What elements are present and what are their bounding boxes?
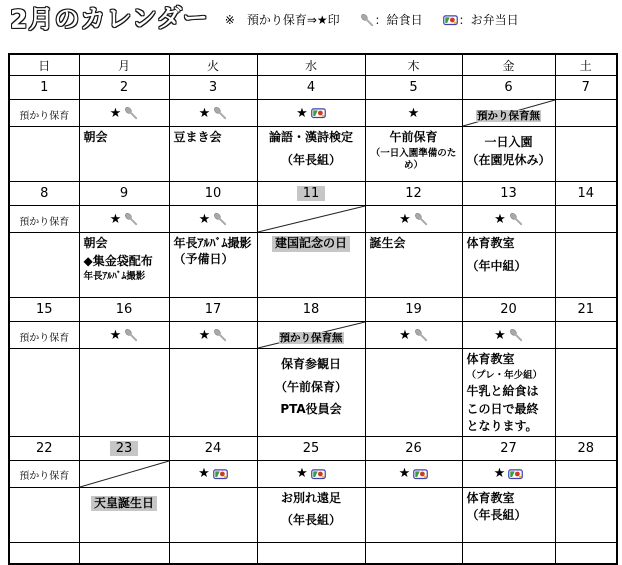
event-text: 年長ｱﾙﾊﾞﾑ撮影: [83, 271, 146, 283]
event-cell: [462, 233, 555, 298]
event-text: 体育教室: [466, 236, 515, 250]
care-row-label-cell: [9, 460, 79, 487]
care-cell: [555, 322, 617, 349]
event-text: となります。: [466, 419, 538, 434]
date-cell: 27: [462, 436, 555, 460]
event-text: 朝会: [83, 236, 108, 250]
event-cell: [555, 487, 617, 542]
event-cell: [555, 349, 617, 437]
star-mark: ★: [407, 105, 420, 121]
care-row-week1: [9, 100, 617, 127]
event-text: 誕生会: [369, 236, 406, 250]
event-cell: [9, 349, 79, 437]
legend-note: ※ 預かり保育⇒★印: [224, 13, 340, 27]
event-cell: [555, 233, 617, 298]
legend: [225, 11, 519, 34]
date-cell: 13: [462, 182, 555, 206]
event-text: 一日入園: [484, 135, 533, 149]
care-cell: [79, 100, 169, 127]
event-cell: [365, 487, 462, 542]
event-text: ◆集金袋配布: [83, 253, 153, 268]
star-mark: ★: [109, 327, 122, 343]
event-text: （年長組）: [280, 513, 341, 528]
care-row-label: 預かり保育: [19, 110, 70, 122]
date-cell: 3: [169, 76, 257, 100]
date-row-week2: [9, 182, 617, 206]
event-text: 体育教室: [466, 490, 515, 505]
event-text: 朝会: [83, 130, 108, 144]
spoon-icon: [213, 328, 227, 342]
bento-icon: [508, 468, 523, 480]
spoon-icon: [213, 106, 227, 120]
care-cell-no-care: [257, 206, 365, 233]
care-cell: [555, 460, 617, 487]
weekday-fri: 金: [462, 54, 555, 76]
star-mark: ★: [399, 327, 411, 343]
bento-icon: [443, 14, 458, 26]
event-cell: [169, 349, 257, 437]
care-cell: [462, 322, 555, 349]
holiday-date: 11: [297, 186, 326, 201]
event-text: （年長組）: [280, 152, 341, 167]
holiday-name: 建国記念の日: [272, 236, 350, 252]
care-row-week2: [9, 206, 617, 233]
star-mark: ★: [109, 211, 122, 227]
spoon-icon: [509, 212, 523, 226]
event-text: この日で最終: [466, 401, 539, 416]
date-cell: 17: [169, 298, 257, 322]
no-care-text: 預かり保育無: [477, 109, 540, 122]
star-mark: ★: [494, 211, 506, 227]
event-text: （午前保育）: [274, 379, 347, 394]
date-cell-highlighted: [257, 182, 365, 206]
care-cell: [365, 460, 462, 487]
care-cell: [365, 322, 462, 349]
event-cell: [169, 233, 257, 298]
event-text: （在園児休み）: [466, 152, 551, 167]
event-cell: [9, 487, 79, 542]
star-mark: ★: [109, 105, 122, 121]
care-cell: [365, 206, 462, 233]
weekday-header-row: [9, 54, 617, 76]
care-cell: [169, 460, 257, 487]
event-text: （一日入園準備のため）: [370, 147, 457, 171]
event-text: お別れ遠足: [280, 490, 341, 505]
care-cell: [462, 460, 555, 487]
date-cell: 15: [9, 298, 79, 322]
date-cell: 2: [79, 76, 169, 100]
care-cell: [169, 100, 257, 127]
event-text: 午前保育: [389, 130, 438, 144]
date-cell: 5: [365, 76, 462, 100]
event-row-week4: [9, 487, 617, 542]
event-text: （年中組）: [466, 258, 527, 273]
date-row-week4: [9, 436, 617, 460]
event-cell: [9, 127, 79, 182]
care-cell: [462, 206, 555, 233]
event-text: PTA役員会: [280, 402, 342, 417]
date-cell: 28: [555, 436, 617, 460]
date-cell: 19: [365, 298, 462, 322]
date-cell: 10: [169, 182, 257, 206]
event-cell: [79, 487, 169, 542]
page-title: 2月のカレンダー: [9, 3, 209, 34]
star-mark: ★: [198, 211, 211, 227]
date-cell: 4: [257, 76, 365, 100]
event-text: [258, 235, 365, 253]
star-mark: ★: [399, 211, 411, 227]
star-mark: ★: [398, 466, 411, 482]
care-row-label: 預かり保育: [19, 216, 70, 228]
bento-icon: [413, 468, 428, 480]
care-cell: [169, 322, 257, 349]
diagonal-strike: [258, 206, 365, 232]
date-cell: 20: [462, 298, 555, 322]
star-mark: ★: [296, 466, 308, 482]
date-cell-highlighted: [79, 436, 169, 460]
clipped-row: [9, 542, 617, 564]
date-cell: 14: [555, 182, 617, 206]
date-row-week1: [9, 76, 617, 100]
care-cell-no-care: [79, 460, 169, 487]
care-cell: [257, 460, 365, 487]
event-text: 牛乳と給食は: [466, 383, 539, 398]
spoon-icon: [360, 13, 374, 27]
date-cell: 22: [9, 436, 79, 460]
bento-icon: [213, 468, 228, 480]
event-text: （年長組）: [466, 508, 527, 523]
event-cell: [169, 487, 257, 542]
weekday-thu: 木: [365, 54, 462, 76]
event-row-week1: [9, 127, 617, 182]
legend-bento-label: ：お弁当日: [458, 13, 519, 27]
header-bar: [10, 4, 519, 34]
event-cell: [257, 127, 365, 182]
event-cell: [462, 349, 555, 437]
event-cell: [462, 127, 555, 182]
spoon-icon: [213, 212, 227, 226]
weekday-tue: 火: [169, 54, 257, 76]
star-mark: ★: [198, 466, 210, 482]
star-mark: ★: [493, 466, 506, 482]
care-row-week3: [9, 322, 617, 349]
care-cell-no-care: [462, 100, 555, 127]
holiday-date: 23: [110, 441, 139, 456]
date-cell: 26: [365, 436, 462, 460]
event-text: 年長ｱﾙﾊﾞﾑ撮影（予備日）: [173, 236, 252, 266]
star-mark: ★: [198, 327, 211, 343]
calendar-table: [8, 53, 618, 565]
event-text: 体育教室: [466, 352, 515, 366]
date-cell: 1: [9, 76, 79, 100]
spoon-icon: [124, 212, 138, 226]
care-row-label-cell: [9, 100, 79, 127]
event-cell: [365, 233, 462, 298]
date-cell: 24: [169, 436, 257, 460]
date-cell: 7: [555, 76, 617, 100]
legend-lunch-label: ：給食日: [374, 13, 423, 27]
event-cell: [257, 233, 365, 298]
event-text: [80, 495, 169, 513]
care-row-label: 預かり保育: [19, 332, 70, 344]
care-cell: [257, 100, 365, 127]
star-mark: ★: [494, 327, 506, 343]
care-row-label: 預かり保育: [19, 471, 70, 483]
event-cell: [169, 127, 257, 182]
holiday-name: 天皇誕生日: [91, 496, 157, 512]
care-cell: [365, 100, 462, 127]
event-text: 論語・漢詩検定: [268, 130, 353, 144]
date-cell: 8: [9, 182, 79, 206]
event-row-week3: [9, 349, 617, 437]
spoon-icon: [124, 106, 138, 120]
event-text: 豆まき会: [173, 130, 222, 144]
event-cell: [257, 349, 365, 437]
event-cell: [555, 127, 617, 182]
date-cell: 16: [79, 298, 169, 322]
date-cell: 12: [365, 182, 462, 206]
weekday-wed: 水: [257, 54, 365, 76]
care-cell: [79, 322, 169, 349]
date-cell: 9: [79, 182, 169, 206]
event-cell: [462, 487, 555, 542]
event-cell: [79, 127, 169, 182]
date-cell: 18: [257, 298, 365, 322]
spoon-icon: [509, 328, 523, 342]
event-cell: [365, 127, 462, 182]
event-cell: [79, 349, 169, 437]
event-text: （プレ・年少組）: [466, 369, 543, 381]
event-cell: [365, 349, 462, 437]
diagonal-strike: [80, 461, 169, 487]
care-cell: [79, 206, 169, 233]
date-cell: 21: [555, 298, 617, 322]
weekday-sun: 日: [9, 54, 79, 76]
legend-bento: [443, 11, 519, 28]
care-cell: [169, 206, 257, 233]
event-cell: [9, 233, 79, 298]
star-mark: ★: [296, 105, 308, 121]
legend-lunch: [360, 11, 423, 28]
weekday-sat: 土: [555, 54, 617, 76]
care-cell: [555, 206, 617, 233]
care-row-week4: [9, 460, 617, 487]
event-row-week2: [9, 233, 617, 298]
no-care-text: 預かり保育無: [279, 331, 343, 344]
spoon-icon: [124, 328, 138, 342]
star-mark: ★: [198, 105, 211, 121]
spoon-icon: [414, 328, 428, 342]
date-row-week3: [9, 298, 617, 322]
date-cell: 6: [462, 76, 555, 100]
event-text: 保育参観日: [280, 357, 341, 371]
care-cell-no-care: [257, 322, 365, 349]
weekday-mon: 月: [79, 54, 169, 76]
care-row-label-cell: [9, 322, 79, 349]
date-cell: 25: [257, 436, 365, 460]
care-row-label-cell: [9, 206, 79, 233]
event-cell: [79, 233, 169, 298]
spoon-icon: [414, 212, 428, 226]
bento-icon: [311, 107, 326, 119]
bento-icon: [311, 468, 326, 480]
care-cell: [555, 100, 617, 127]
event-cell: [257, 487, 365, 542]
